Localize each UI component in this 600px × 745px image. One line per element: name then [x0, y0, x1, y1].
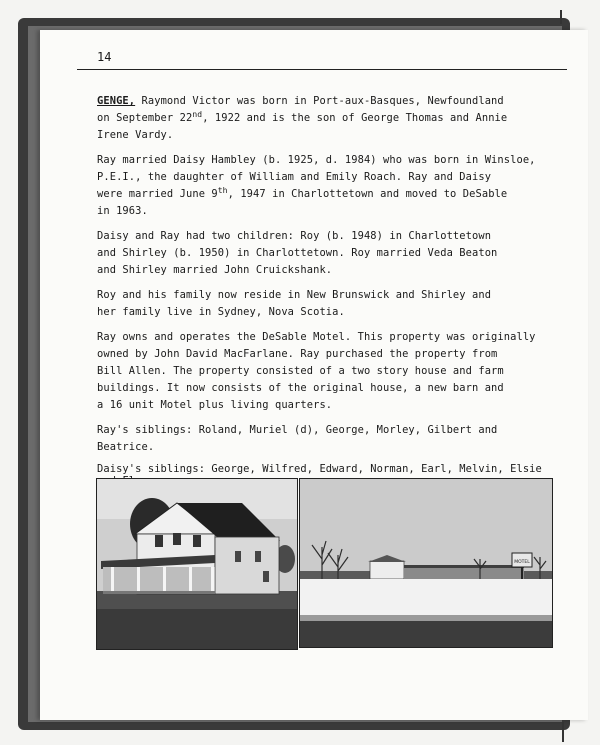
children-paragraph: Daisy and Ray had two children: Roy (b. 1948) in Charlottetown and Shirley (b. 1950) in Charlottetown. Roy married Veda Beaton and Shirley married John Cruickshank.: [97, 230, 498, 276]
edge-mark: [562, 722, 564, 742]
ray-siblings-paragraph: Ray's siblings: Roland, Muriel (d), George, Morley, Gilbert and Beatrice.: [97, 424, 498, 453]
motel-sign-text: MOTEL: [514, 560, 530, 565]
daisy-siblings-paragraph: Daisy's siblings: George, Wilfred, Edward, Norman, Earl, Melvin, Elsie: [97, 463, 542, 475]
page-number: 14: [97, 50, 112, 64]
surname-heading: GENGE,: [97, 95, 136, 107]
motel-paragraph: Ray owns and operates the DeSable Motel. This property was originally owned by John David MacFarlane. Ray purchased the property from Bill Allen. The property consisted of a two story house and farm buildings. It now consists of the original house, a new barn and a 16 unit Motel plus living quarters.: [97, 331, 536, 411]
edge-mark: [560, 10, 562, 24]
intro-paragraph: GENGE, Raymond Victor was born in Port-aux-Basques, Newfoundland on September 22nd, 1922 and is the son of George Thomas and Annie Irene Vardy.: [97, 95, 508, 141]
genealogy-entry: [97, 93, 559, 495]
header-rule: [77, 69, 567, 70]
farmhouse-photo: [96, 478, 298, 650]
residence-paragraph: Roy and his family now reside in New Brunswick and Shirley and her family live in Sydney, Nova Scotia.: [97, 289, 492, 318]
marriage-paragraph: Ray married Daisy Hambley (b. 1925, d. 1984) who was born in Winsloe, P.E.I., the daughter of William and Emily Roach. Ray and Daisy were married June 9th, 1947 in Charlottetown and moved to DeSable in 1963.: [97, 154, 536, 217]
motel-winter-photo: [299, 478, 553, 648]
